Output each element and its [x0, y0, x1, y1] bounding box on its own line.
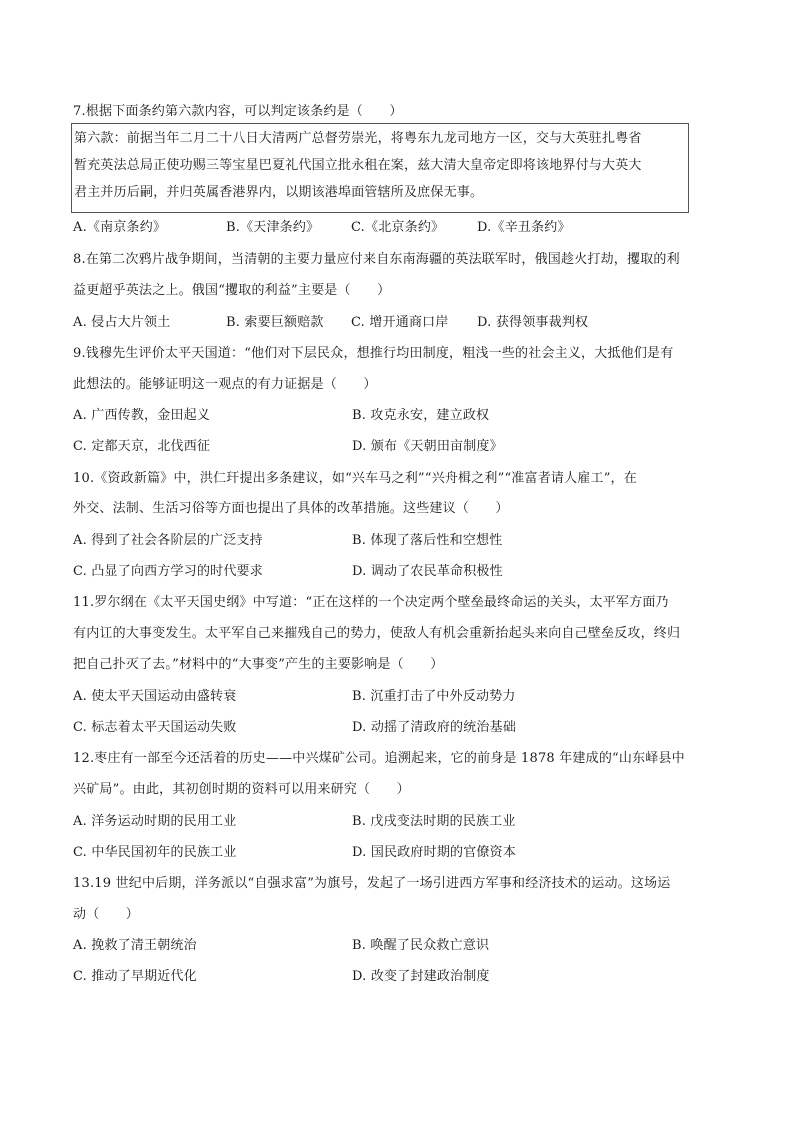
q8-option-c: C. 增开通商口岸	[351, 315, 449, 330]
q10-option-d: D. 调动了农民革命积极性	[352, 564, 503, 579]
q11-line-2: 有内讧的大事变发生。太平军自己来摧残自己的势力，使敌人有机会重新抬起头来向自己壁垒反攻，终归	[73, 626, 681, 641]
q13-line-2: 动（ ）	[73, 907, 140, 922]
q8-line-2: 益更超乎英法之上。俄国“攫取的利益”主要是（ ）	[73, 283, 391, 298]
q9-option-d: D. 颁布《天朝田亩制度》	[352, 439, 503, 454]
q7-source-box	[71, 123, 689, 213]
q10-line-2: 外交、法制、生活习俗等方面也提出了具体的改革措施。这些建议（ ）	[73, 501, 509, 516]
q12-line-2: 兴矿局”。由此，其初创时期的资料可以用来研究（ ）	[73, 782, 410, 797]
q7-option-a: A.《南京条约》	[73, 220, 167, 235]
q11-option-b: B. 沉重打击了中外反动势力	[352, 689, 516, 704]
q10-line-1: 10.《资政新篇》中，洪仁玕提出多条建议，如“兴车马之利”“兴舟楫之利”“准富者请人雇工”，在	[73, 471, 637, 486]
q11-line-3: 把自己扑灭了去。”材料中的“大事变”产生的主要影响是（ ）	[73, 657, 444, 672]
q11-line-1: 11.罗尔纲在《太平天国史纲》中写道：“正在这样的一个决定两个壁垒最终命运的关头，太平军方面乃	[73, 595, 669, 610]
q11-option-c: C. 标志着太平天国运动失败	[73, 720, 237, 735]
q12-option-b: B. 戊戌变法时期的民族工业	[352, 814, 516, 829]
q7-stem: 7.根据下面条约第六款内容，可以判定该条约是（ ）	[73, 104, 403, 119]
q12-option-d: D. 国民政府时期的官僚资本	[352, 845, 517, 860]
q13-option-a: A. 挽救了清王朝统治	[73, 938, 197, 953]
q9-option-b: B. 攻克永安，建立政权	[352, 408, 490, 423]
q7-option-d: D.《辛丑条约》	[477, 220, 571, 235]
q7-option-c: C.《北京条约》	[351, 220, 445, 235]
q13-line-1: 13.19 世纪中后期，洋务派以“自强求富”为旗号，发起了一场引进西方军事和经济技术的运动。这场运	[73, 876, 671, 891]
q13-option-c: C. 推动了早期近代化	[73, 969, 197, 984]
q10-option-c: C. 凸显了向西方学习的时代要求	[73, 564, 263, 579]
q9-line-1: 9.钱穆先生评价太平天国道：“他们对下层民众，想推行均田制度，粗浅一些的社会主义，大抵他们是有	[73, 346, 674, 361]
q12-option-c: C. 中华民国初年的民族工业	[73, 845, 237, 860]
q9-option-a: A. 广西传教，金田起义	[73, 408, 211, 423]
q11-option-d: D. 动摇了清政府的统治基础	[352, 720, 517, 735]
q8-line-1: 8.在第二次鸦片战争期间，当清朝的主要力量应付来自东南海疆的英法联军时，俄国趁火打劫，攫取的利	[73, 252, 680, 267]
q9-line-2: 此想法的。能够证明这一观点的有力证据是（ ）	[73, 377, 377, 392]
q12-line-1: 12.枣庄有一部至今还活着的历史——中兴煤矿公司。追溯起来，它的前身是 1878 年建成的“山东峄县中	[73, 751, 685, 766]
q7-option-b: B.《天津条约》	[226, 220, 320, 235]
q8-option-b: B. 索要巨额赔款	[226, 315, 324, 330]
q7-box-line-3: 君主并历后嗣，并归英属香港界内，以期该港埠面管辖所及庶保无事。	[74, 185, 484, 200]
q8-option-d: D. 获得领事裁判权	[477, 315, 589, 330]
q9-option-c: C. 定都天京，北伐西征	[73, 439, 211, 454]
q10-option-a: A. 得到了社会各阶层的广泛支持	[73, 533, 263, 548]
q7-box-line-2: 暂充英法总局正使功赐三等宝星巴夏礼代国立批永租在案，兹大清大皇帝定即将该地界付与大英大	[74, 158, 642, 173]
q11-option-a: A. 使太平天国运动由盛转衰	[73, 689, 237, 704]
q13-option-d: D. 改变了封建政治制度	[352, 969, 490, 984]
q10-option-b: B. 体现了落后性和空想性	[352, 533, 503, 548]
q7-box-line-1: 第六款：前据当年二月二十八日大清两广总督劳崇光，将粤东九龙司地方一区，交与大英驻扎粤省	[74, 131, 642, 146]
q8-option-a: A. 侵占大片领土	[73, 315, 171, 330]
q12-option-a: A. 洋务运动时期的民用工业	[73, 814, 237, 829]
q13-option-b: B. 唤醒了民众救亡意识	[352, 938, 490, 953]
